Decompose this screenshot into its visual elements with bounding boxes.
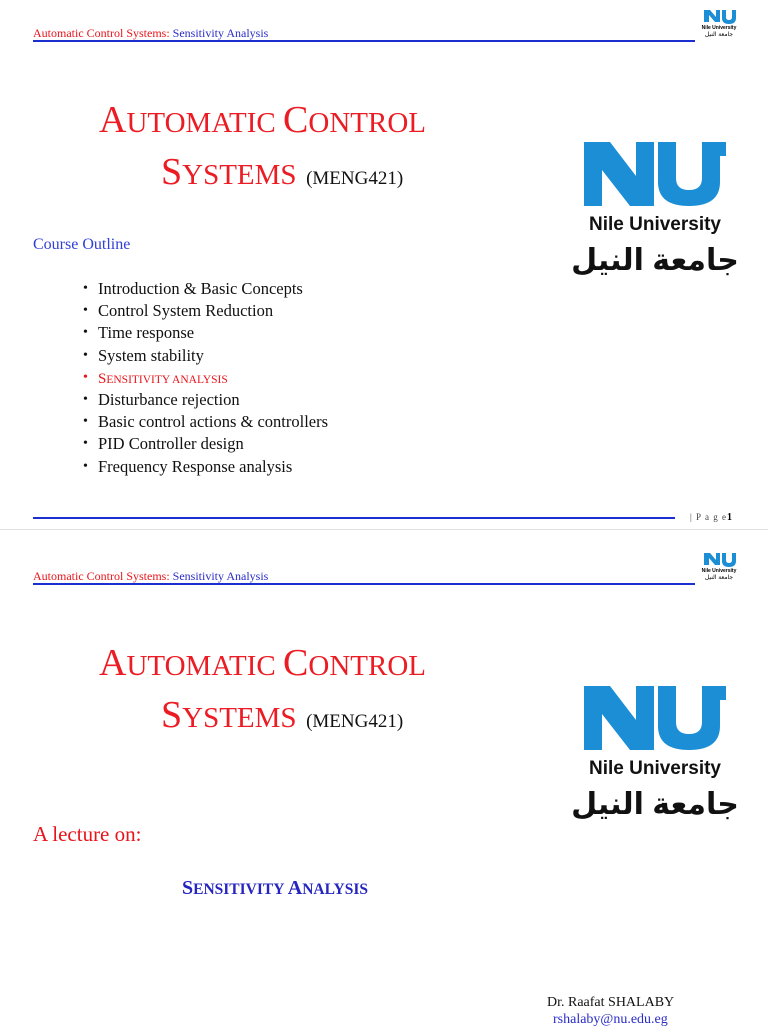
nile-university-small-logo (701, 6, 737, 40)
nile-university-small-logo (701, 549, 737, 583)
course-outline-label: Course Outline (33, 236, 131, 253)
author-name: Dr. Raafat SHALABY (547, 995, 675, 1010)
list-item: • Basic control actions & controllers (83, 412, 329, 432)
header-topic: Sensitivity Analysis (172, 569, 269, 583)
nile-university-logo (571, 136, 739, 278)
header-topic: Sensitivity Analysis (172, 26, 269, 40)
logo-english: Nile University (589, 214, 721, 235)
course-code: (MENG421) (306, 711, 404, 732)
nile-university-logo (571, 680, 739, 822)
slide2-title-line2: SYSTEMS (MENG421) (161, 694, 404, 736)
lecture-title: SENSITIVITY ANALYSIS (182, 877, 368, 899)
small-logo-arabic: جامعة النيل (704, 575, 734, 581)
slide1-title-line1: AUTOMATIC CONTROL (99, 99, 426, 141)
lecture-label: A lecture on: (33, 822, 142, 846)
logo-arabic: جامعة النيل (571, 788, 739, 821)
small-logo-arabic: جامعة النيل (704, 32, 734, 38)
logo-english: Nile University (589, 758, 721, 779)
list-item: • Time response (83, 323, 195, 343)
list-item: • Disturbance rejection (83, 389, 240, 409)
slide2-title-line1: AUTOMATIC CONTROL (99, 642, 426, 684)
small-logo-english: Nile University (701, 25, 737, 31)
list-item: • Control System Reduction (83, 301, 274, 321)
page-number: | P a g e1 (690, 512, 733, 523)
author-email[interactable]: rshalaby@nu.edu.eg (553, 1012, 668, 1027)
footer-rule (33, 517, 675, 519)
topic-list (80, 278, 328, 478)
list-item: • Introduction & Basic Concepts (83, 279, 303, 298)
header-course: Automatic Control Systems: (33, 569, 170, 583)
header-rule (33, 583, 695, 585)
running-header (33, 26, 268, 41)
small-logo-english: Nile University (701, 568, 737, 574)
header-course: Automatic Control Systems: (33, 26, 170, 40)
header-rule (33, 40, 695, 42)
page-divider (0, 529, 768, 530)
logo-arabic: جامعة النيل (571, 244, 739, 277)
slide1-title-line2: SYSTEMS (MENG421) (161, 151, 404, 193)
list-item: • Frequency Response analysis (83, 456, 293, 476)
running-header (33, 569, 268, 584)
list-item-active: • SENSITIVITY ANALYSIS (83, 369, 228, 387)
list-item: • PID Controller design (83, 434, 244, 454)
course-code: (MENG421) (306, 168, 404, 189)
list-item: • System stability (83, 345, 204, 365)
